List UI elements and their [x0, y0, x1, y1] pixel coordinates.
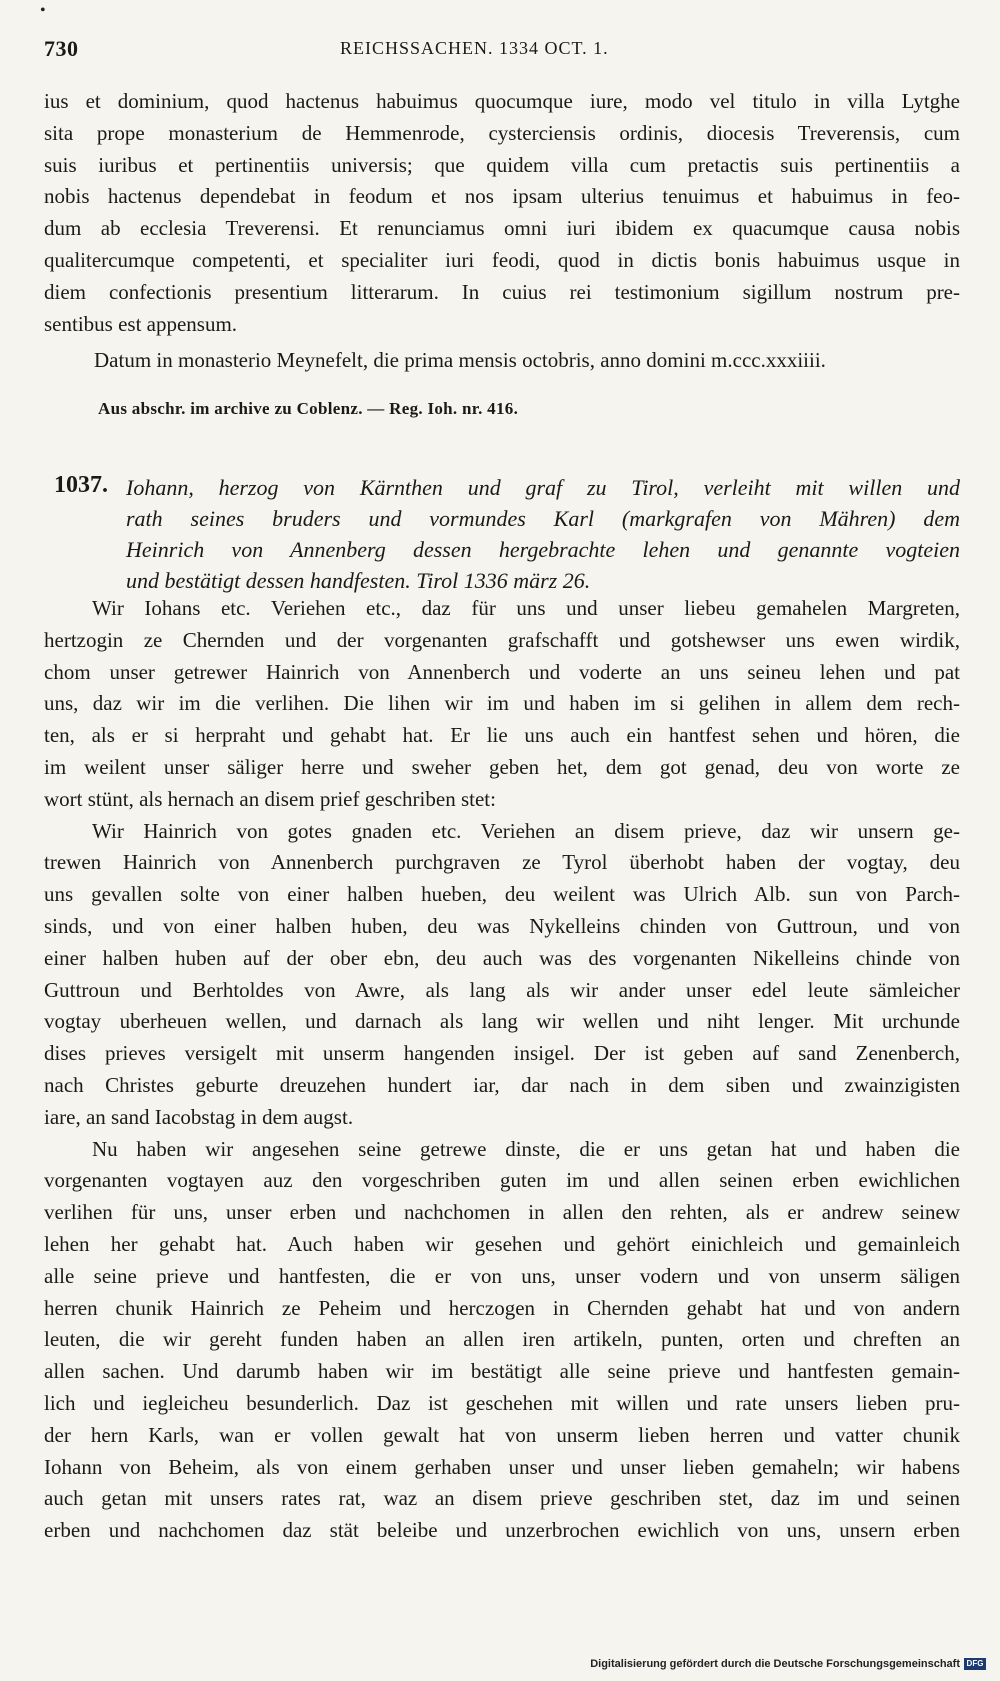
text-line: vogtay uberheuen wellen, und darnach als lang wir wellen und niht lenger. Mit urchunde [44, 1009, 960, 1034]
top-paragraph [44, 86, 960, 340]
text-line: Wir Iohans etc. Veriehen etc., daz für uns und unser liebeu gemahelen Margreten, [92, 596, 960, 620]
corner-mark: • [40, 2, 46, 19]
text-line: leuten, die wir gereht funden haben an allen iren artikeln, punten, orten und chreften an [44, 1327, 960, 1352]
text-line: allen sachen. Und darumb haben wir im bestätigt alle seine prieve und hantfesten gemain- [44, 1359, 960, 1384]
running-title: REICHSSACHEN. 1334 OCT. 1. [340, 38, 609, 58]
text-line: trewen Hainrich von Annenberch purchgraven ze Tyrol überhobt haben der vogtay, deu [44, 850, 960, 875]
text-line: rath seines bruders und vormundes Karl (markgrafen von Mähren) dem [126, 506, 960, 531]
text-line: sinds, und von einer halben huben, deu was Nykelleins chinden von Guttroun, und von [44, 913, 960, 938]
text-line: uns, daz wir im die verlihen. Die lihen wir im und haben im si gelihen in allem dem rech- [44, 691, 960, 716]
text-line: Nu haben wir angesehen seine getrewe dinste, die er uns getan hat und haben die [92, 1136, 960, 1161]
page-number: 730 [44, 36, 79, 61]
text-line: Wir Hainrich von gotes gnaden etc. Veriehen an disem prieve, daz wir unsern ge- [92, 818, 960, 843]
text-line: Guttroun und Berhtoldes von Awre, als lang als wir ander unser edel leute sämleicher [44, 977, 960, 1002]
text-line: ten, als er si herpraht und gehabt hat. Er lie uns auch ein hantfest sehen und hören, die [44, 723, 960, 748]
text-line: qualitercumque competenti, et specialiter iuri feodi, quod in dictis bonis habuimus usque in [44, 247, 960, 272]
text-line: ius et dominium, quod hactenus habuimus quocumque iure, modo vel titulo in villa Lytghe [44, 89, 960, 113]
text-line: lehen her gehabt hat. Auch haben wir gesehen und gehört einichleich und gemainleich [44, 1231, 960, 1256]
dfg-logo: DFG [964, 1658, 986, 1670]
document-summary [126, 472, 960, 596]
text-line: verlihen für uns, unser erben und nachchomen in allen den rehten, als er andrew seinew [44, 1200, 960, 1225]
text-line: Iohann von Beheim, als von einem gerhaben unser und unser lieben gemaheln; wir habens [44, 1454, 960, 1479]
text-line: iare, an sand Iacobstag in dem augst. [44, 1104, 354, 1129]
text-line: nobis hactenus dependebat in feodum et nos ipsam ulterius tenuimus et habuimus in feo- [44, 184, 960, 209]
dateline: Datum in monasterio Meynefelt, die prima mensis octobris, anno domini m.ccc.xxxiiii. [94, 348, 826, 372]
text-line: wort stünt, als hernach an disem prief geschriben stet: [44, 786, 496, 811]
text-line: herren chunik Hainrich ze Peheim und herczogen in Chernden gehabt hat und von andern [44, 1295, 960, 1320]
footer-credit-text: Digitalisierung gefördert durch die Deutsche Forschungsgemeinschaft [590, 1658, 960, 1670]
text-line: vorgenanten vogtayen auz den vorgeschriben guten im und allen seinen erben ewichlichen [44, 1168, 960, 1193]
text-line: erben und nachchomen daz stät beleibe und unzerbrochen ewichlich von uns, unsern erben [44, 1518, 960, 1543]
text-line: dises prieves versigelt mit unserm hangenden insigel. Der ist geben auf sand Zenenberch, [44, 1041, 960, 1066]
text-line: sita prope monasterium de Hemmenrode, cysterciensis ordinis, diocesis Treverensis, cum [44, 120, 960, 145]
document-number: 1037. [54, 472, 108, 498]
text-line: lich und iegleicheu besunderlich. Daz ist geschehen mit willen und rate unsers lieben pru- [44, 1390, 960, 1415]
text-line: chom unser getrewer Hainrich von Annenberch und voderte an uns seineu lehen und pat [44, 659, 960, 684]
text-line: Iohann, herzog von Kärnthen und graf zu Tirol, verleiht mit willen und [126, 475, 960, 500]
text-line: hertzogin ze Chernden und der vorgenanten grafschafft und gotshewser uns ewen wirdik, [44, 627, 960, 652]
text-line: uns gevallen solte von einer halben hueben, deu weilent was Ulrich Alb. sun von Parch- [44, 882, 960, 907]
text-line: und bestätigt dessen handfesten. Tirol 1336 märz 26. [126, 568, 591, 593]
text-line: auch getan mit unsers rates rat, waz an disem prieve geschriben stet, daz im und seinen [44, 1486, 960, 1511]
main-text [44, 593, 960, 1547]
footer-credit [590, 1658, 986, 1670]
source-note: Aus abschr. im archive zu Coblenz. — Reg. Ioh. nr. 416. [98, 399, 519, 418]
text-line: dum ab ecclesia Treverensi. Et renunciamus omni iuri ibidem ex quacumque causa nobis [44, 216, 960, 241]
text-line: alle seine prieve und hantfesten, die er von uns, unser vodern und von unserm säligen [44, 1263, 960, 1288]
text-line: im weilent unser säliger herre und sweher geben het, dem got genad, deu von worte ze [44, 754, 960, 779]
text-line: der hern Karls, wan er vollen gewalt hat von unserm lieben herren und vatter chunik [44, 1422, 960, 1447]
text-line: sentibus est appensum. [44, 311, 238, 336]
text-line: einer halben huben auf der ober ebn, deu auch was des vorgenanten Nikelleins chinde von [44, 945, 960, 970]
paragraph [44, 1134, 960, 1547]
text-line: Heinrich von Annenberg dessen hergebrachte lehen und genannte vogteien [126, 537, 960, 562]
text-line: diem confectionis presentium litterarum. In cuius rei testimonium sigillum nostrum pre- [44, 279, 960, 304]
text-line: suis iuribus et pertinentiis universis; que quidem villa cum pretactis suis pertinentiis a [44, 152, 960, 177]
text-line: nach Christes geburte dreuzehen hundert iar, dar nach in dem siben und zwainzigisten [44, 1072, 960, 1097]
paragraph [44, 593, 960, 816]
paragraph [44, 816, 960, 1134]
